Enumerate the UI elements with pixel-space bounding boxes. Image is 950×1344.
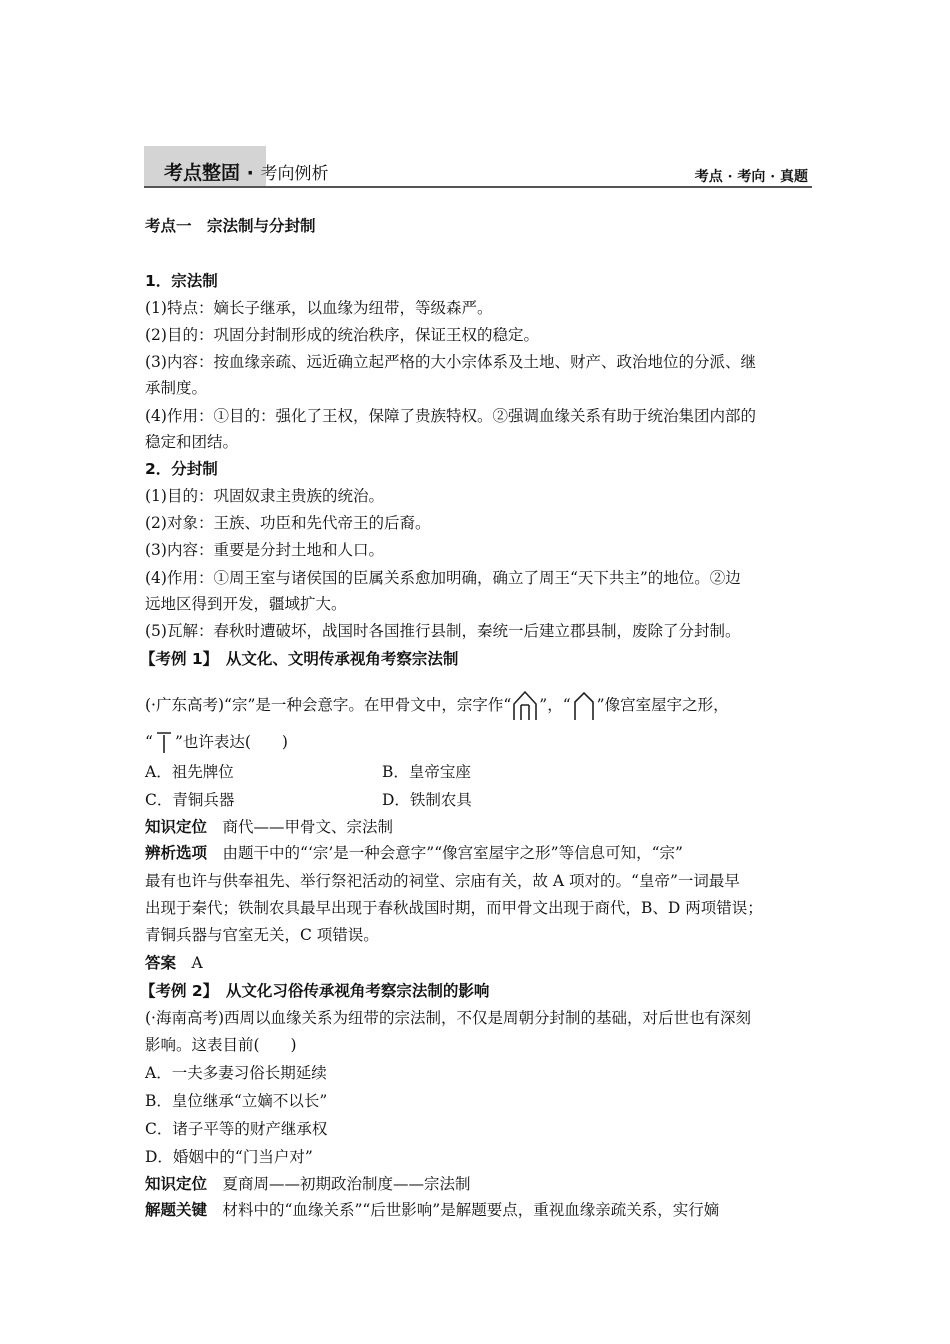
example2-option-c: C．诸子平等的财产继承权 bbox=[145, 1120, 328, 1138]
example1-question bbox=[145, 690, 729, 722]
s2-heading: 2．分封制 bbox=[145, 460, 218, 478]
analysis-text: 由题干中的“‘宗’是一种会意字”“像宫室屋宇之形”等信息可知，“宗” bbox=[207, 844, 683, 862]
example1-heading: 【考例 1】 从文化、文明传承视角考察宗法制 bbox=[140, 650, 459, 668]
s1-line: (3)内容：按血缘亲疏、远近确立起严格的大小宗体系及土地、财产、政治地位的分派、继 bbox=[145, 353, 756, 371]
example1-option-b: B．皇帝宝座 bbox=[382, 763, 471, 781]
answer-label: 答案 bbox=[145, 954, 177, 972]
question-text: ”，“ bbox=[539, 696, 571, 714]
example1-question-cont bbox=[145, 728, 288, 757]
s2-line: (4)作用：①周王室与诸侯国的臣属关系愈加明确，确立了周王“天下共主”的地位。②边 bbox=[145, 569, 741, 587]
example2-option-a: A．一夫多妻习俗长期延续 bbox=[145, 1064, 327, 1082]
oracle-altar-glyph-icon bbox=[154, 729, 174, 757]
knowledge-text: 商代——甲骨文、宗法制 bbox=[207, 818, 394, 836]
example2-knowledge bbox=[145, 1174, 471, 1194]
key-label: 解题关键 bbox=[145, 1201, 208, 1219]
s1-line: (4)作用：①目的：强化了王权，保障了贵族特权。②强调血缘关系有助于统治集团内部的 bbox=[145, 407, 756, 425]
knowledge-text: 夏商周——初期政治制度——宗法制 bbox=[207, 1175, 471, 1193]
header-right-label: 考点 · 考向 · 真题 bbox=[694, 169, 808, 185]
knowledge-label: 知识定位 bbox=[145, 818, 208, 836]
knowledge-label: 知识定位 bbox=[145, 1175, 208, 1193]
s1-line: (1)特点：嫡长子继承，以血缘为纽带，等级森严。 bbox=[145, 299, 493, 317]
header-title-main: 考点整固 bbox=[164, 162, 241, 184]
example2-option-b: B．皇位继承“立嫡不以长” bbox=[145, 1092, 328, 1110]
oracle-roof-glyph-icon bbox=[572, 690, 596, 722]
oracle-zong-glyph-icon bbox=[512, 690, 538, 722]
example2-heading: 【考例 2】 从文化习俗传承视角考察宗法制的影响 bbox=[140, 982, 490, 1000]
example2-question: (·海南高考)西周以血缘关系为纽带的宗法制，不仅是周朝分封制的基础，对后世也有深刻 bbox=[145, 1009, 752, 1027]
question-text: (·广东高考)“宗”是一种会意字。在甲骨文中，宗字作“ bbox=[145, 696, 512, 714]
example1-analysis bbox=[145, 843, 683, 863]
section-title: 考点一 宗法制与分封制 bbox=[145, 217, 316, 235]
example1-answer bbox=[145, 953, 203, 973]
s1-line: 稳定和团结。 bbox=[145, 433, 239, 451]
header-title-sub: 考向例析 bbox=[260, 164, 329, 184]
option-a: A．祖先牌位 bbox=[145, 763, 234, 781]
s1-line: (2)目的：巩固分封制形成的统治秩序，保证王权的稳定。 bbox=[145, 326, 539, 344]
example1-analysis-line: 青铜兵器与官室无关，C 项错误。 bbox=[145, 926, 379, 944]
header-divider bbox=[144, 186, 812, 188]
example1-knowledge bbox=[145, 817, 393, 837]
example2-question: 影响。这表目前( ) bbox=[145, 1036, 297, 1054]
answer-value: A bbox=[176, 954, 203, 972]
example2-key bbox=[145, 1200, 719, 1220]
s2-line: (1)目的：巩固奴隶主贵族的统治。 bbox=[145, 487, 384, 505]
question-text: ”像宫室屋宇之形， bbox=[596, 696, 729, 714]
example1-analysis-line: 最有也许与供奉祖先、举行祭祀活动的祠堂、宗庙有关，故 A 项对的。“皇帝”一词最早 bbox=[145, 872, 740, 890]
s2-line: (2)对象：王族、功臣和先代帝王的后裔。 bbox=[145, 514, 431, 532]
s2-line: (5)瓦解：春秋时遭破坏，战国时各国推行县制，秦统一后建立郡县制，废除了分封制。 bbox=[145, 622, 741, 640]
key-text: 材料中的“血缘关系”“后世影响”是解题要点，重视血缘亲疏关系，实行嫡 bbox=[207, 1201, 720, 1219]
example1-analysis-line: 出现于秦代；铁制农具最早出现于春秋战国时期，而甲骨文出现于商代，B、D 两项错误； bbox=[145, 899, 763, 917]
example1-option-d: D．铁制农具 bbox=[382, 791, 472, 809]
question-text: ”也许表达( ) bbox=[174, 733, 288, 751]
example1-option-c: C．青铜兵器 bbox=[145, 791, 235, 809]
s2-line: 远地区得到开发，疆域扩大。 bbox=[145, 595, 347, 613]
example2-option-d: D．婚姻中的“门当户对” bbox=[145, 1148, 313, 1166]
analysis-label: 辨析选项 bbox=[145, 844, 208, 862]
question-text: “ bbox=[145, 733, 153, 751]
s1-heading: 1．宗法制 bbox=[145, 272, 218, 290]
header-title bbox=[164, 158, 328, 185]
header-title-dot: · bbox=[240, 162, 261, 184]
s1-line: 承制度。 bbox=[145, 379, 208, 397]
example1-option-a bbox=[145, 762, 234, 782]
s2-line: (3)内容：重要是分封土地和人口。 bbox=[145, 541, 384, 559]
page-header bbox=[144, 146, 812, 188]
